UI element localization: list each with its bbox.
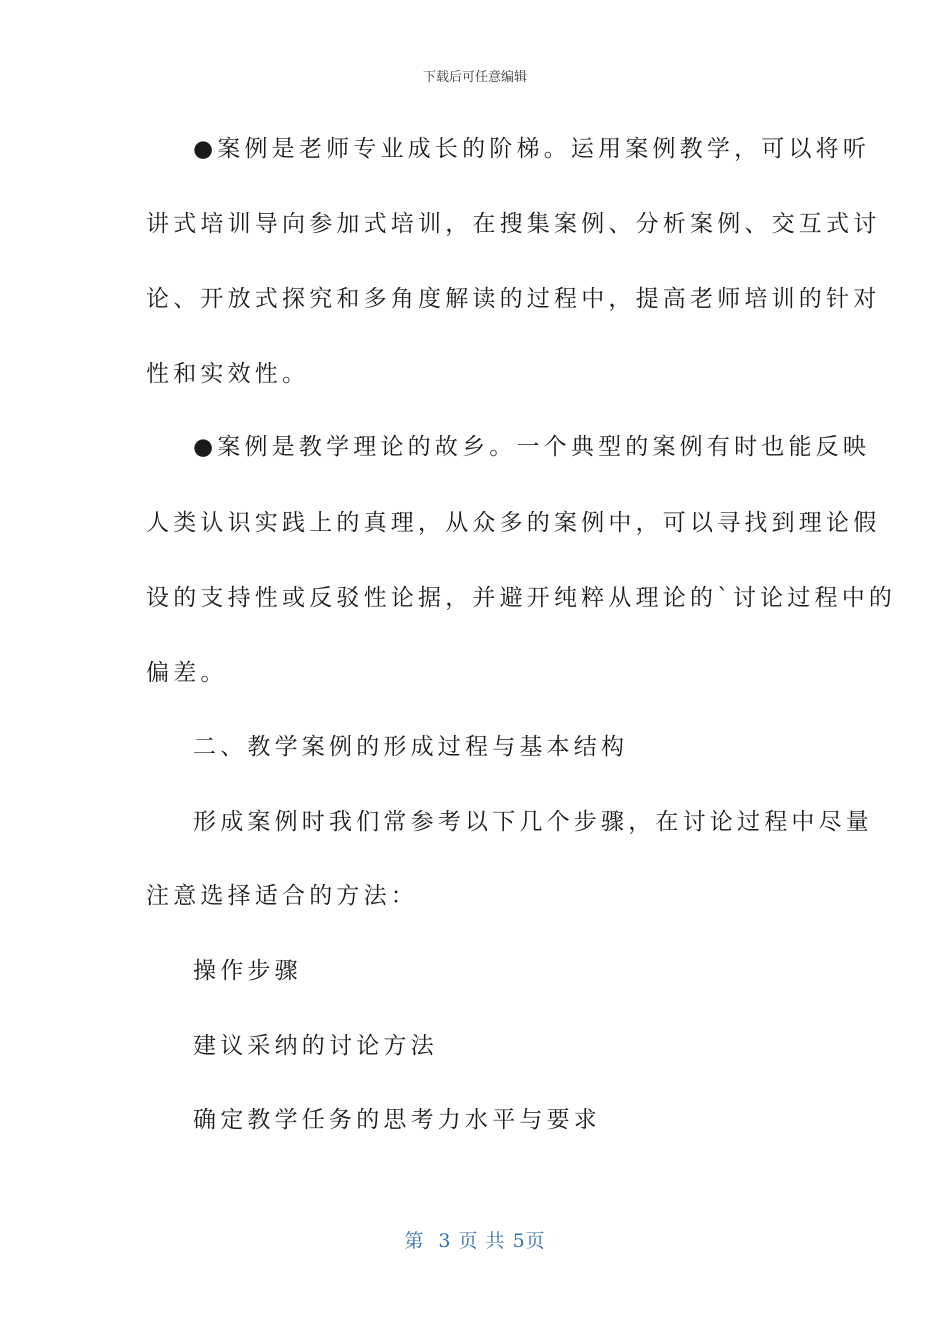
list-item-steps: 操作步骤 (193, 958, 302, 984)
body-line-11: 注意选择适合的方法： (146, 883, 418, 909)
page-header-note: 下载后可任意编辑 (422, 70, 527, 85)
page-number-footer: 第 3 页 共 5页 (404, 1230, 546, 1252)
body-line-6: 人类认识实践上的真理，从众多的案例中，可以寻找到理论假 (146, 510, 881, 536)
body-line-5: ●案例是教学理论的故乡。一个典型的案例有时也能反映 (193, 434, 871, 460)
body-line-1: ●案例是老师专业成长的阶梯。运用案例教学，可以将听 (193, 136, 871, 162)
body-line-3: 论、开放式探究和多角度解读的过程中，提高老师培训的针对 (146, 286, 881, 312)
body-line-7: 设的支持性或反驳性论据，并避开纯粹从理论的`讨论过程中的 (146, 585, 897, 611)
body-line-10: 形成案例时我们常参考以下几个步骤，在讨论过程中尽量 (193, 809, 873, 835)
section-heading: 二、教学案例的形成过程与基本结构 (193, 734, 629, 760)
list-item-methods: 建议采纳的讨论方法 (193, 1033, 438, 1059)
list-item-requirements: 确定教学任务的思考力水平与要求 (193, 1107, 601, 1133)
body-line-8: 偏差。 (146, 660, 228, 686)
body-line-2: 讲式培训导向参加式培训，在搜集案例、分析案例、交互式讨 (146, 211, 881, 237)
body-line-4: 性和实效性。 (146, 361, 310, 387)
